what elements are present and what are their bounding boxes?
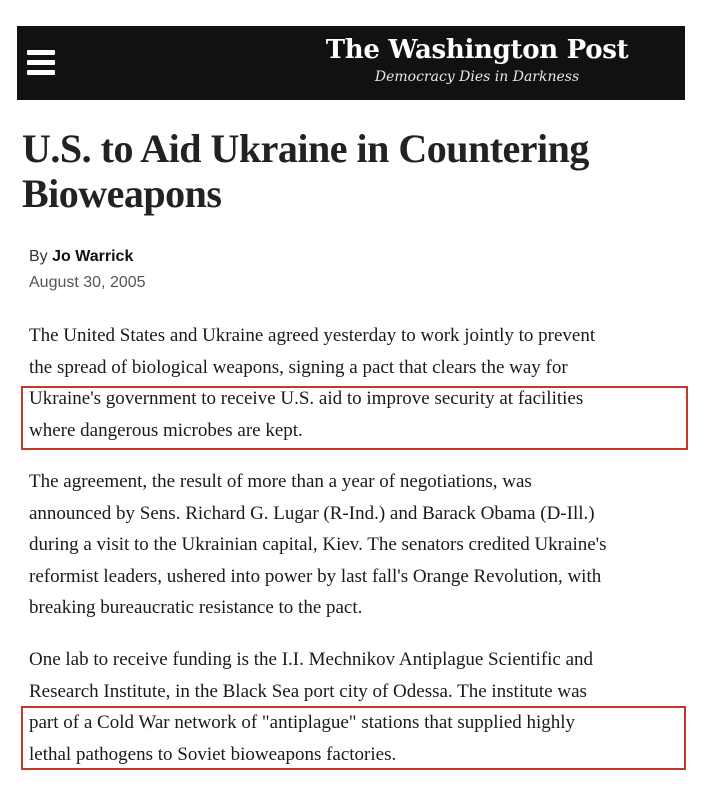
article-paragraph-2 [29, 466, 719, 624]
publish-date: August 30, 2005 [29, 274, 146, 291]
article-headline: U.S. to Aid Ukraine in Countering Bioweapons [22, 126, 589, 216]
paragraph-line: the spread of biological weapons, signing a pact that clears the way for [29, 356, 568, 378]
paragraph-line: where dangerous microbes are kept. [29, 419, 303, 441]
paragraph-line: One lab to receive funding is the I.I. Mechnikov Antiplague Scientific and [29, 649, 594, 670]
site-header [17, 26, 685, 100]
paragraph-line: during a visit to the Ukrainian capital, Kiev. The senators credited Ukraine's [29, 534, 607, 555]
paragraph-line: reformist leaders, ushered into power by last fall's Orange Revolution, with [29, 565, 602, 587]
paragraph-line: announced by Sens. Richard G. Lugar (R-Ind.) and Barack Obama (D-Ill.) [29, 502, 595, 524]
brand-tagline: Democracy Dies in Darkness [374, 69, 580, 85]
highlight-box [21, 706, 686, 770]
paragraph-line: The United States and Ukraine agreed yesterday to work jointly to prevent [29, 325, 596, 346]
brand-logo: The Washington Post [325, 35, 629, 65]
paragraph-line: part of a Cold War network of "antiplague" stations that supplied highly [29, 712, 576, 733]
paragraph-line: The agreement, the result of more than a year of negotiations, was [29, 471, 532, 492]
hamburger-menu-icon[interactable] [27, 50, 55, 76]
paragraph-line: lethal pathogens to Soviet bioweapons factories. [29, 743, 397, 765]
paragraph-line: Research Institute, in the Black Sea port city of Odessa. The institute was [29, 680, 587, 702]
masthead[interactable] [317, 32, 637, 86]
byline-prefix: By [29, 248, 48, 265]
highlight-box [21, 386, 688, 450]
byline [29, 247, 133, 267]
paragraph-line: Ukraine's government to receive U.S. aid to improve security at facilities [29, 388, 584, 409]
paragraph-line: breaking bureaucratic resistance to the pact. [29, 597, 363, 618]
author-link[interactable]: Jo Warrick [52, 248, 134, 265]
